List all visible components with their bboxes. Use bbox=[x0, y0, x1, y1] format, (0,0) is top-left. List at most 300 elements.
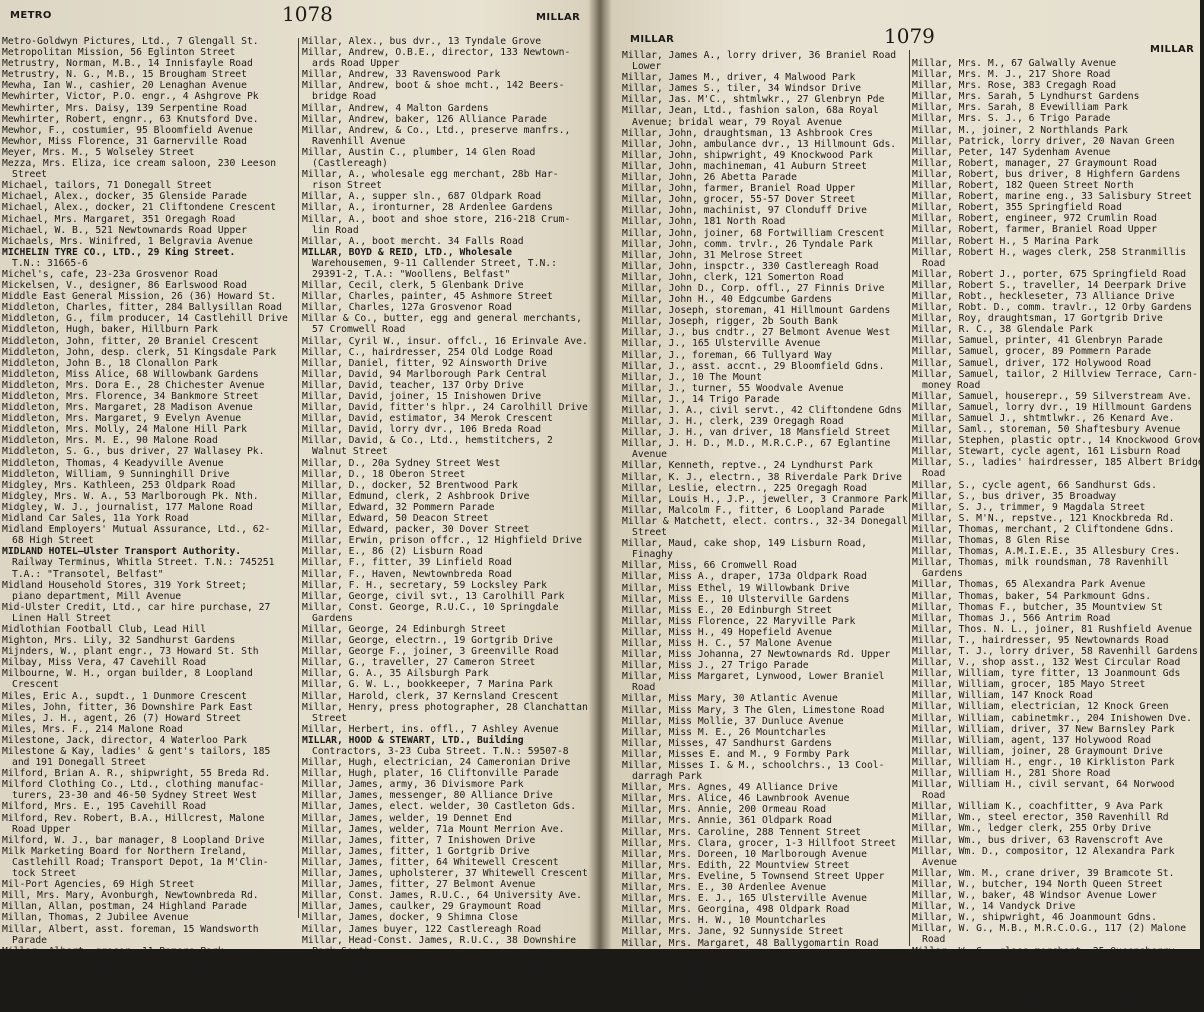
directory-entry: Millar, James, lorry driver, 6 Innisfayle Pass bbox=[302, 956, 571, 968]
directory-entry: Linen Hall Street bbox=[12, 612, 112, 624]
directory-entry: MIDLAND HOTEL—Ulster Transport Authority. bbox=[2, 546, 242, 558]
directory-entry: Middleton, S. G., bus driver, 27 Wallasey Pk. bbox=[2, 446, 265, 458]
directory-entry: Millar, Mrs. M. J., 217 Shore Road bbox=[912, 69, 1111, 81]
directory-entry: Millar, George F., joiner, 3 Greenville Road bbox=[302, 646, 559, 658]
directory-entry: Street bbox=[632, 527, 667, 539]
directory-entry: Metrustry, N. G., M.B., 15 Brougham Street bbox=[2, 69, 247, 81]
directory-entry: Gardens bbox=[312, 612, 353, 624]
directory-entry: Millar, Robert J., porter, 675 Springfield Road bbox=[912, 268, 1187, 280]
directory-entry: Parade bbox=[12, 934, 47, 946]
directory-entry: MICHELIN TYRE CO., LTD., 29 King Street. bbox=[2, 246, 236, 258]
directory-entry: Road bbox=[922, 468, 946, 480]
directory-entry: (Castlereagh) bbox=[312, 158, 388, 170]
directory-entry: Millar, Robert, manager, 27 Graymount Road bbox=[912, 157, 1157, 169]
directory-entry: Millar, Saml., storeman, 50 Shaftesbury Avenue bbox=[912, 424, 1181, 436]
directory-entry: Millan, Allan, postman, 24 Highland Parade bbox=[2, 901, 247, 913]
directory-entry: Metropolitan Mission, 56 Eglinton Street bbox=[2, 47, 236, 59]
directory-entry: Millar, Cyril W., insur. offcl., 16 Erinvale Ave. bbox=[302, 335, 588, 347]
directory-entry: Millar, Andrew, baker, 126 Alliance Parade bbox=[302, 113, 547, 125]
directory-entry: Millar, John, comm. trvlr., 26 Tyndale Park bbox=[622, 238, 873, 250]
directory-entry: Millar, William H., civil servant, 64 Norwood bbox=[912, 779, 1175, 791]
directory-entry: Middleton, Charles, fitter, 284 Ballysillan Road bbox=[2, 302, 282, 314]
directory-entry: Millar, Andrew, & Co., Ltd., preserve manfrs., bbox=[302, 124, 571, 136]
directory-entry: Millar, Andrew, O.B.E., director, 133 Newtown- bbox=[302, 47, 571, 59]
directory-entry: Millar, Erwin, prison offcr., 12 Highfield Drive bbox=[302, 535, 582, 547]
directory-entry: Millar, Mrs. May, 46 Wyndham Street bbox=[622, 992, 827, 1004]
directory-entry: Connsbrook Avenue bbox=[12, 978, 112, 990]
running-head-right: MILLAR bbox=[536, 12, 581, 23]
directory-entry: Millar, Samuel, driver, 172 Holywood Road bbox=[912, 357, 1152, 369]
directory-entry: Millar, Wm., steel erector, 350 Ravenhill Rd bbox=[912, 812, 1169, 824]
directory-entry: Milestone & Kay, ladies' & gent's tailors, 185 bbox=[2, 746, 271, 757]
directory-entry: Millar, Andrew, boot & shoe mcht., 142 Beers- bbox=[302, 80, 565, 92]
directory-entry: Millar, William, 147 Knock Road bbox=[912, 690, 1093, 702]
directory-entry: Park bbox=[922, 956, 946, 968]
directory-entry: Millar, John D., Corp. offl., 27 Finnis Drive bbox=[622, 282, 885, 294]
directory-entry: Millar, Mrs. Annie, 200 Ormeau Road bbox=[622, 804, 827, 816]
directory-entry: Meyer, Mrs. M., 5 Wolseley Street bbox=[2, 146, 195, 158]
directory-entry: Railway Terminus, Whitla Street. T.N.: 745251 bbox=[12, 557, 275, 569]
directory-entry: Mezza, Mrs. Eliza, ice cream saloon, 230 Leeson bbox=[2, 158, 277, 170]
directory-entry: Millar, J. H., clerk, 239 Oregagh Road bbox=[622, 416, 844, 428]
directory-entry: Street bbox=[12, 169, 47, 181]
directory-entry: Michael, Alex., docker, 35 Glenside Parade bbox=[2, 191, 247, 203]
directory-entry: Gardens bbox=[922, 568, 963, 580]
directory-entry: Millar, D., docker, 52 Brentwood Park bbox=[302, 479, 518, 491]
directory-entry: Millar, S., bus driver, 35 Broadway bbox=[912, 490, 1117, 502]
directory-entry: Middleton, Mrs. Margaret, 9 Evelyn Avenue bbox=[2, 413, 242, 425]
directory-entry: Millar, Wm. M., crane driver, 39 Bramcote St. bbox=[912, 867, 1175, 879]
directory-entry: Castlehill Road; Transport Depot, 1a M'Clin- bbox=[12, 856, 269, 868]
directory-entry: Millar, Miss Ethel, 19 Willowbank Drive bbox=[622, 582, 850, 594]
directory-entry: Middleton, Mrs. M. E., 90 Malone Road bbox=[2, 435, 218, 447]
directory-entry: Millar, James, upholsterer, 37 Whitewell Crescent bbox=[302, 868, 588, 880]
directory-entry: Millar, Thomas, 8 Glen Rise bbox=[912, 535, 1070, 547]
directory-entry: T.A.: "Transotel, Belfast" bbox=[12, 568, 164, 580]
directory-entry: Millar, Thomas, merchant, 2 Cliftondene Gdns. bbox=[912, 523, 1175, 535]
directory-entry: Millar, Harold, clerk, 37 Kernsland Crescent bbox=[302, 690, 559, 702]
directory-entry: Millar, Mrs. S. J., 6 Trigo Parade bbox=[912, 113, 1111, 125]
directory-entry: Midgley, W. J., journalist, 177 Malone Road bbox=[2, 501, 253, 513]
directory-entry: Road bbox=[922, 790, 946, 802]
directory-entry: Millar, Samuel, tailor, 2 Hillview Terrace, Carn- bbox=[912, 368, 1198, 380]
left-column-2 bbox=[302, 36, 594, 990]
directory-entry: Millar, James, welder, 19 Dennet End bbox=[302, 812, 512, 824]
directory-entry: Millar, David, & Co., Ltd., hemstitchers, 2 bbox=[302, 435, 553, 447]
directory-entry: Millar, James, fitter, 1 Gortgrib Drive bbox=[302, 845, 530, 857]
directory-entry: Millar, Samuel, grocer, 89 Pommern Parade bbox=[912, 346, 1152, 358]
directory-entry: Millar, G. A., 35 Ailsburgh Park bbox=[302, 668, 489, 680]
directory-entry: Millar, D., 18 Oberon Street bbox=[302, 468, 466, 480]
directory-entry: Millar, J., asst. accnt., 29 Bloomfield Gdns. bbox=[622, 360, 885, 372]
directory-entry: Millar, Mrs. Caroline, 288 Tennent Street bbox=[622, 826, 862, 838]
directory-entry: Millar, Mrs. Jane, 92 Sunnyside Street bbox=[622, 926, 844, 938]
directory-entry: Millar, J., 14 Trigo Parade bbox=[622, 393, 780, 405]
directory-entry: Millar, Miss J., 27 Trigo Parade bbox=[622, 660, 809, 672]
directory-entry: 55a Sunnyside Street bbox=[922, 978, 1039, 990]
directory-entry: Millar, William, electrician, 12 Knock Green bbox=[912, 701, 1169, 713]
directory-entry: Milestone, Jack, director, 4 Waterloo Park bbox=[2, 734, 247, 746]
directory-entry: Milford, Rev. Robert, B.A., Hillcrest, Malone bbox=[2, 812, 265, 824]
directory-entry: Millar, Samuel, lorry dvr., 19 Hillmount Gardens bbox=[912, 401, 1192, 413]
directory-entry: Mid-Ulster Credit, Ltd., car hire purchase, 27 bbox=[2, 601, 271, 613]
directory-entry: Millar & Co., butter, egg and general merchants, bbox=[302, 313, 582, 325]
directory-entry: Millar, Const. James, R.U.C., 64 University Ave. bbox=[302, 890, 582, 902]
directory-entry: Mewhor, Miss Florence, 31 Garnerville Road bbox=[2, 135, 247, 147]
directory-entry: Millar, Robert, bus driver, 8 Highfern Gardens bbox=[912, 168, 1181, 180]
directory-entry: Middleton, John, desp. clerk, 51 Kingsdale Park bbox=[2, 346, 277, 358]
directory-entry: tock Street bbox=[12, 868, 77, 880]
directory-entry: Millar, F., fitter, 39 Linfield Road bbox=[302, 557, 512, 569]
directory-entry: ards Road Upper bbox=[312, 58, 400, 70]
directory-entry: Millar, Mrs. M., 67 Galwally Avenue bbox=[912, 58, 1117, 69]
directory-entry: Millar, A., ironturner, 28 Ardenlee Gardens bbox=[302, 202, 553, 214]
directory-entry: Midland Car Sales, 11a York Road bbox=[2, 513, 189, 525]
right-page bbox=[604, 0, 1204, 1012]
directory-entry: Middleton, John, fitter, 20 Braniel Crescent bbox=[2, 335, 259, 347]
directory-entry: Millar, William H., 281 Shore Road bbox=[912, 768, 1111, 779]
directory-entry: Millar, James, army, 36 Divismore Park bbox=[302, 779, 524, 791]
directory-entry: Millar, James, elect. welder, 30 Castleton Gds. bbox=[302, 801, 577, 813]
directory-entry: Millar, Albert, asst. foreman, 15 Wandsworth bbox=[2, 923, 259, 935]
directory-entry: Mill, Mrs. Mary, Avonburgh, Newtownbreda Rd. bbox=[2, 890, 259, 902]
directory-entry: Millar, Henry, press photographer, 28 Clanchattan bbox=[302, 701, 588, 713]
directory-entry: Millar, David, joiner, 15 Inishowen Drive bbox=[302, 391, 542, 402]
directory-entry: Millar, James M., driver, 4 Malwood Park bbox=[622, 72, 856, 84]
directory-entry: Millar, Miss, 66 Cromwell Road bbox=[622, 560, 797, 572]
directory-entry: Millar, A., boot mercht. 34 Falls Road bbox=[302, 235, 524, 247]
directory-entry: Millar, Mrs. Georgina, 498 Oldpark Road bbox=[622, 904, 850, 916]
directory-entry: Millar, Mrs. Rose, 383 Cregagh Road bbox=[912, 80, 1117, 92]
left-column-1 bbox=[2, 36, 294, 990]
directory-entry: Road bbox=[922, 257, 946, 269]
directory-entry: Middleton, William, 9 Sunninghill Drive bbox=[2, 468, 230, 480]
directory-entry: Millar, John H., 40 Edgcumbe Gardens bbox=[622, 294, 832, 306]
directory-entry: Millar, John, 181 North Road bbox=[622, 216, 786, 228]
directory-entry: MILLAR, BOYD & REID, LTD., Wholesale bbox=[302, 246, 512, 258]
directory-entry: Millar, T., hairdresser, 95 Newtownards Road bbox=[912, 634, 1169, 646]
directory-entry: piano department, Mill Avenue bbox=[12, 590, 182, 602]
directory-entry: rison Street bbox=[312, 180, 382, 192]
directory-entry: Millar, Robert, engineer, 972 Crumlin Road bbox=[912, 213, 1157, 225]
directory-entry: Millar, Mrs. Margaret, 2 Parkend Street bbox=[622, 959, 850, 971]
directory-entry: Millar, Edmund, clerk, 2 Ashbrook Drive bbox=[302, 490, 530, 502]
directory-entry: Millar, John, grocer, 55-57 Dover Street bbox=[622, 194, 856, 206]
directory-entry: Millar, Robert, marine eng., 33 Salisbury Street bbox=[912, 191, 1192, 203]
directory-entry: 68 High Street bbox=[12, 535, 94, 547]
directory-entry: Millar, Miss A., draper, 173a Oldpark Road bbox=[622, 571, 867, 583]
directory-entry: Millar, Maud, cake shop, 149 Lisburn Road, bbox=[622, 538, 867, 550]
directory-entry: Millar, Mrs. Sarah, 5 Lyndhurst Gardens bbox=[912, 91, 1140, 103]
directory-entry: Warehousemen, 9-11 Callender Street, T.N.: bbox=[312, 257, 557, 269]
directory-entry: Millar, Miss Mollie, 37 Dunluce Avenue bbox=[622, 715, 844, 727]
directory-entry: Millar, J., 10 The Mount bbox=[622, 371, 762, 383]
directory-entry: Millar, William K., coachfitter, 9 Ava Park bbox=[912, 801, 1163, 813]
directory-entry: Middleton, Mrs. Molly, 24 Malone Hill Park bbox=[2, 424, 247, 436]
directory-entry: Millar, Leslie, electrn., 225 Oregagh Road bbox=[622, 482, 867, 494]
directory-entry: Millar, Herbert, ins. offl., 7 Ashley Avenue bbox=[302, 723, 559, 735]
directory-entry: Mewha, Ian W., cashier, 20 Lenaghan Avenue bbox=[2, 80, 247, 92]
directory-entry: Midgley, Mrs. Kathleen, 253 Oldpark Road bbox=[2, 479, 236, 491]
directory-entry: Avenue bbox=[922, 856, 957, 868]
directory-entry: Millar, Mrs. Margaret, 48 Ballygomartin Road bbox=[622, 937, 879, 949]
directory-entry: Millar, Samuel J., shtmtlwkr., 26 Kenard Ave. bbox=[912, 413, 1175, 424]
directory-entry: Millar, S. M'N., repstve., 121 Knockbreda Rd. bbox=[912, 512, 1175, 524]
directory-entry: Millar, Alex., bus dvr., 13 Tyndale Grove bbox=[302, 36, 542, 47]
directory-entry: Millar, James A., lorry driver, 36 Braniel Road bbox=[622, 50, 897, 61]
directory-entry: Millar, Mrs. Clara, grocer, 1-3 Hillfoot Street bbox=[622, 837, 897, 849]
directory-entry: Millar, Mrs. E., 30 Ardenlee Avenue bbox=[622, 882, 827, 894]
directory-entry: Millar, Miss Mary, 30 Atlantic Avenue bbox=[622, 693, 838, 705]
directory-entry: Mighton, Mrs. Lily, 32 Sandhurst Gardens bbox=[2, 635, 236, 647]
directory-entry: Millar, Jas. M'C., shtmlwkr., 27 Glenbryn Pde bbox=[622, 94, 885, 106]
directory-entry: Mijnders, W., plant engr., 73 Howard St. Sth bbox=[2, 646, 259, 658]
directory-entry: Millar, J., 165 Ulsterville Avenue bbox=[622, 338, 821, 350]
directory-entry: Millar, Miss Florence, 22 Maryville Park bbox=[622, 615, 856, 627]
directory-entry: Millar, Louis H., J.P., jeweller, 3 Cranmore Park bbox=[622, 493, 908, 505]
directory-entry: and 191 Donegall Street bbox=[12, 757, 147, 769]
directory-entry: Millar, James S., tiler, 34 Windsor Drive bbox=[622, 83, 862, 95]
directory-entry: Millar, A., supper sln., 687 Oldpark Road bbox=[302, 191, 542, 203]
directory-entry: Millar, James, messenger, 80 Alliance Drive bbox=[302, 790, 553, 802]
running-head-left: MILLAR bbox=[630, 34, 675, 45]
directory-entry: Millar, Wm. D., compositor, 12 Alexandra Park bbox=[912, 845, 1175, 857]
directory-entry: Millar, G. W. L., bookkeeper, 7 Marina Park bbox=[302, 679, 553, 691]
directory-entry: Lower bbox=[632, 61, 662, 73]
directory-entry: Mewhor, F., costumier, 95 Bloomfield Avenue bbox=[2, 124, 253, 136]
directory-entry: Millar, Mrs. Eveline, 5 Townsend Street Upper bbox=[622, 870, 885, 882]
directory-entry: Millan, Thomas, 2 Jubilee Avenue bbox=[2, 912, 189, 924]
directory-entry: Road bbox=[312, 978, 336, 990]
directory-entry: Millar, Robert, 355 Springfield Road bbox=[912, 202, 1122, 214]
directory-entry: Millar, Andrew, 4 Malton Gardens bbox=[302, 102, 489, 114]
running-head-right: MILLAR bbox=[1150, 44, 1195, 55]
directory-entry: Millar, Cecil, clerk, 5 Glenbank Drive bbox=[302, 280, 524, 292]
directory-entry: Millar, Wm., bus driver, 63 Ravenscroft Ave bbox=[912, 834, 1163, 846]
directory-entry: Millar, Thos. N. L., joiner, 81 Rushfield Avenue bbox=[912, 623, 1192, 635]
directory-entry: Millar, John, clerk, 121 Somerton Road bbox=[622, 271, 844, 283]
directory-entry: Millar, Head-Const. James, R.U.C., 38 Downshire bbox=[302, 934, 577, 946]
directory-entry: Millar, D., 20a Sydney Street West bbox=[302, 457, 501, 469]
directory-entry: Millar, Misses, 47 Sandhurst Gardens bbox=[622, 737, 832, 749]
directory-entry: Millar, John, inspctr., 330 Castlereagh Road bbox=[622, 260, 879, 272]
directory-entry: Millar, James A., foreman, 150 West Circular bbox=[302, 967, 559, 979]
directory-entry: Mewhirter, Victor, P.O. engr., 4 Ashgrove Pk bbox=[2, 91, 259, 103]
directory-entry: Midgley, Mrs. W. A., 53 Marlborough Pk. Nth. bbox=[2, 490, 259, 502]
directory-entry: Millar, M., joiner, 2 Northlands Park bbox=[912, 124, 1128, 136]
directory-entry: Millar, J., foreman, 66 Tullyard Way bbox=[622, 349, 832, 361]
directory-entry: Milford Clothing Co., Ltd., clothing manufac- bbox=[2, 779, 265, 791]
directory-entry: turers, 23-30 and 46-50 Sydney Street West bbox=[12, 790, 257, 802]
directory-entry: Crescent bbox=[12, 679, 59, 691]
directory-entry: Millar, Mrs. May, 69 Locksley Park bbox=[622, 981, 821, 993]
left-page bbox=[0, 0, 596, 990]
page-number: 1078 bbox=[282, 2, 333, 26]
directory-entry: Miles, Mrs. F., 214 Malone Road bbox=[2, 723, 183, 735]
directory-entry: Millar, A., wholesale egg merchant, 28b Har- bbox=[302, 169, 559, 181]
directory-entry: Millar, John, machinist, 97 Clonduff Drive bbox=[622, 205, 867, 217]
directory-entry: Mil-Port Agencies, 69 High Street bbox=[2, 879, 195, 891]
directory-entry: darragh Park bbox=[632, 771, 702, 783]
directory-entry: Millar, Mrs. Doreen, 10 Marlborough Avenue bbox=[622, 848, 867, 860]
directory-entry: Millar, E., 86 (2) Lisburn Road bbox=[302, 546, 483, 558]
directory-entry: Milford, Mrs. E., 195 Cavehill Road bbox=[2, 801, 207, 813]
directory-entry: Millar, Thomas F., butcher, 35 Mountview St bbox=[912, 601, 1163, 613]
directory-entry: Middleton, Hugh, baker, Hillburn Park bbox=[2, 324, 218, 336]
directory-entry: Millar, John, joiner, 68 Fortwilliam Crescent bbox=[622, 227, 885, 239]
directory-entry: Millar, W. G., glass merchant, 25 Queensberry bbox=[912, 945, 1175, 957]
directory-entry: Millar, James, fitter, 27 Belmont Avenue bbox=[302, 879, 536, 891]
directory-entry: T.N.: 31665-6 bbox=[12, 257, 88, 269]
directory-entry: Millar, James, fitter, 7 Inishowen Drive bbox=[302, 834, 536, 846]
directory-entry: Millar, John, farmer, Braniel Road Upper bbox=[622, 183, 856, 195]
directory-entry: Millar, Robt., heckleseter, 73 Alliance Drive bbox=[912, 290, 1175, 302]
directory-entry: Millar, Misses I. & M., schoolchrs., 13 Cool- bbox=[622, 760, 885, 771]
directory-entry: Millar, George, electrn., 19 Gortgrib Drive bbox=[302, 635, 553, 647]
directory-entry: Millar, John, ambulance dvr., 13 Hillmount Gds. bbox=[622, 138, 897, 150]
directory-entry: Millar, Miss H. C., 57 Malone Avenue bbox=[622, 637, 832, 649]
directory-entry: 29391-2, T.A.: "Woollens, Belfast" bbox=[312, 268, 511, 280]
directory-entry: Millar, Thomas, A.M.I.E.E., 35 Allesbury Cres. bbox=[912, 546, 1181, 558]
directory-entry: Street bbox=[312, 712, 347, 724]
directory-entry: Millar, C., hairdresser, 254 Old Lodge Road bbox=[302, 346, 553, 358]
directory-entry: Millar, Miss H., 49 Hopefield Avenue bbox=[622, 626, 832, 638]
directory-entry: Middle East General Mission, 26 (36) Howard St. bbox=[2, 291, 277, 303]
directory-entry: Miles, John, fitter, 36 Downshire Park East bbox=[2, 701, 253, 713]
directory-entry: Millar, Charles, 127a Grosvenor Road bbox=[302, 302, 512, 314]
directory-entry: Millar, Const. George, R.U.C., 10 Springdale bbox=[302, 601, 559, 613]
directory-entry: Mewhirter, Mrs. Daisy, 139 Serpentine Road bbox=[2, 102, 247, 114]
directory-entry: Millar, Mrs. May, 11b Bannagh Corner bbox=[622, 970, 832, 982]
directory-entry: Michael, tailors, 71 Donegall Street bbox=[2, 180, 212, 192]
directory-entry: Millar, J. H. D., M.D., M.R.C.P., 67 Eglantine bbox=[622, 438, 891, 450]
directory-entry: Middleton, Mrs. Dora E., 28 Chichester Avenue bbox=[2, 379, 265, 391]
directory-entry: Millar, James, welder, 71a Mount Merrion Ave. bbox=[302, 823, 565, 835]
directory-entry: Middleton, Thomas, 4 Keadyville Avenue bbox=[2, 457, 224, 469]
directory-entry: Millar, Misses E. and M., 9 Formby Park bbox=[622, 748, 850, 760]
directory-entry: Millar, F. H., secretary, 59 Locksley Park bbox=[302, 579, 547, 591]
directory-entry: Millar, John, 26 Abetta Parade bbox=[622, 172, 797, 184]
directory-entry: Millar, Daniel, fitter, 92 Ainsworth Drive bbox=[302, 357, 547, 369]
directory-entry: Walnut Street bbox=[312, 446, 388, 458]
directory-entry: Millar, Robt. D., comm. travlr., 12 Orby Gardens bbox=[912, 302, 1192, 314]
directory-entry: Millar, W. I., traveller, 91 Knock Eden Park bbox=[912, 989, 1169, 1001]
directory-entry: Michael, W. B., 521 Newtownards Road Upper bbox=[2, 224, 247, 236]
directory-entry: 57 Cromwell Road bbox=[312, 324, 406, 336]
directory-entry: Millar, James, docker, 9 Shimna Close bbox=[302, 912, 518, 924]
directory-entry: Millar, Thomas J., 566 Antrim Road bbox=[912, 612, 1111, 624]
directory-entry: Millar, Edward, 32 Pommern Parade bbox=[302, 501, 495, 513]
directory-entry: Millar, Mrs. E. J., 165 Ulsterville Avenue bbox=[622, 893, 867, 905]
directory-entry: Millar, V., shop asst., 132 West Circular Road bbox=[912, 657, 1181, 669]
directory-entry: Millar, Joseph, storeman, 41 Hillmount Gardens bbox=[622, 305, 891, 317]
directory-entry: Metro-Goldwyn Pictures, Ltd., 7 Glengall St. bbox=[2, 36, 259, 47]
directory-entry: Millar, George, 24 Edinburgh Street bbox=[302, 623, 507, 635]
directory-entry: Millar, Miss M. E., 26 Mountcharles bbox=[622, 726, 827, 738]
directory-entry: Miles, J. H., agent, 26 (7) Howard Street bbox=[2, 712, 242, 724]
directory-entry: Millar, W., butcher, 194 North Queen Street bbox=[912, 878, 1163, 890]
directory-entry: Millar, William, grocer, 185 Mayo Street bbox=[912, 679, 1146, 691]
directory-entry: Millar, A., boot and shoe store, 216-218 Crum- bbox=[302, 213, 571, 225]
directory-entry: Contractors, 3-23 Cuba Street. T.N.: 59507-8 bbox=[312, 746, 569, 757]
directory-entry: Millar, Samuel, houserepr., 59 Silverstream Ave. bbox=[912, 390, 1192, 402]
directory-entry: Millar, Hugh, electrician, 24 Cameronian Drive bbox=[302, 757, 571, 769]
directory-entry: Milbourne, W. H., organ builder, 8 Loopland bbox=[2, 668, 253, 680]
directory-entry: Millar, Jean, Ltd., fashion salon, 68a Royal bbox=[622, 105, 879, 117]
directory-entry: Millar, Patrick, lorry driver, 20 Navan Green bbox=[912, 135, 1175, 147]
directory-entry: Millar, Mrs. H. W., 10 Mountcharles bbox=[622, 915, 827, 927]
directory-entry: Millar, Miss Margaret, Lynwood, Lower Braniel bbox=[622, 671, 885, 683]
directory-entry: Millar, Charles, painter, 45 Ashmore Street bbox=[302, 291, 553, 303]
directory-entry: Road bbox=[632, 682, 656, 694]
directory-entry: Millar, Edward, 50 Deacon Street bbox=[302, 513, 489, 525]
directory-entry: Millar, John, machineman, 41 Auburn Street bbox=[622, 160, 867, 172]
page-number: 1079 bbox=[884, 24, 935, 48]
directory-entry: Miles, Eric A., supdt., 1 Dunmore Crescent bbox=[2, 690, 247, 702]
directory-entry: Millar, Miss E., 20 Edinburgh Street bbox=[622, 604, 832, 616]
directory-entry: Millar, Thomas, baker, 54 Parkmount Gdns. bbox=[912, 590, 1152, 602]
directory-entry: Millar, S., ladies' hairdresser, 185 Albert Bridge bbox=[912, 457, 1204, 469]
directory-entry: Millar, K. J., electrn., 38 Riverdale Park Drive bbox=[622, 471, 902, 483]
column-rule bbox=[909, 50, 910, 946]
directory-entry: Park South bbox=[312, 945, 371, 957]
directory-entry: Millar, W. G., M.B., M.R.C.O.G., 117 (2) Malone bbox=[912, 923, 1187, 935]
directory-entry: Millar, Robert S., traveller, 14 Deerpark Drive bbox=[912, 279, 1187, 291]
directory-entry: Millar, Miss Mary, 3 The Glen, Limestone Road bbox=[622, 704, 885, 716]
directory-entry: Millar, George, civil svt., 13 Carolhill Park bbox=[302, 590, 565, 602]
directory-entry: Milford, Brian A. R., shipwright, 55 Breda Rd. bbox=[2, 768, 271, 780]
directory-entry: Millar, Mrs. Sarah, 8 Evewilliam Park bbox=[912, 102, 1128, 114]
directory-entry: Millar, David, fitter's hlpr., 24 Carolhill Drive bbox=[302, 402, 588, 414]
directory-entry: Millar, J., turner, 55 Woodvale Avenue bbox=[622, 382, 844, 394]
directory-entry: Road Upper bbox=[12, 823, 71, 835]
directory-entry: Millar, Peter, 147 Sydenham Avenue bbox=[912, 146, 1111, 158]
directory-entry: Millar, Robert, 182 Queen Street North bbox=[912, 180, 1134, 192]
directory-entry: Millar, Albert, joiner, 81 Mount Merrion Avenue bbox=[2, 956, 277, 968]
directory-entry: Middleton, G., film producer, 14 Castlehill Drive bbox=[2, 313, 288, 325]
directory-entry: Millar, Miss E., 10 Ulsterville Gardens bbox=[622, 593, 850, 605]
directory-entry: Millar, Mrs. Annie, 361 Oldpark Road bbox=[622, 815, 832, 827]
directory-entry: Millar, Andrew, 33 Ravenswood Park bbox=[302, 69, 501, 81]
directory-entry: Millar, Stewart, cycle agent, 161 Lisburn Road bbox=[912, 446, 1181, 458]
directory-entry: Midlothian Football Club, Lead Hill bbox=[2, 623, 207, 635]
directory-entry: Millar, Robert H., wages clerk, 258 Stranmillis bbox=[912, 246, 1187, 258]
directory-entry: Millar, Mrs. Margaret, 47 Glencairn Street bbox=[622, 948, 867, 960]
directory-entry: Midland Employers' Mutual Assurance, Ltd., 62- bbox=[2, 524, 271, 536]
directory-entry: Millar, James, caulker, 29 Graymount Road bbox=[302, 901, 542, 913]
directory-entry: Millar, William H., engr., 10 Kirkliston Park bbox=[912, 756, 1175, 768]
directory-entry: Millar, J. H., van driver, 18 Mansfield Street bbox=[622, 427, 891, 439]
directory-entry: money Road bbox=[922, 379, 981, 391]
directory-entry: Millar, W. G., & Son, paint and glass merchts., bbox=[912, 967, 1187, 979]
directory-entry: Millar, James, fitter, 64 Whitewell Crescent bbox=[302, 856, 559, 868]
directory-entry: Midland Household Stores, 319 York Street; bbox=[2, 579, 247, 591]
directory-entry: Millar, David, 94 Marlborough Park Central bbox=[302, 368, 547, 380]
directory-entry: Millar & Matchett, elect. contrs., 32-34 Donegall bbox=[622, 515, 908, 527]
directory-entry: Millar, Mrs. Edith, 22 Mountview Street bbox=[622, 859, 850, 871]
directory-entry: Millar, W., shipwright, 46 Joanmount Gdns. bbox=[912, 912, 1157, 924]
directory-entry: Road bbox=[922, 934, 946, 946]
directory-entry: Milk Marketing Board for Northern Ireland, bbox=[2, 845, 247, 857]
directory-entry: Ravenhill Avenue bbox=[312, 135, 406, 147]
directory-entry: Millar, William, tyre fitter, 13 Joanmount Gds bbox=[912, 668, 1181, 680]
directory-entry: Millar, S., cycle agent, 66 Sandhurst Gds. bbox=[912, 479, 1157, 491]
directory-entry: Michel's, cafe, 23-23a Grosvenor Road bbox=[2, 268, 218, 280]
directory-entry: Metrustry, Norman, M.B., 14 Innisfayle Road bbox=[2, 58, 253, 70]
directory-entry: Michael, Mrs. Margaret, 351 Oregagh Road bbox=[2, 213, 236, 225]
directory-entry: Millar, Mrs. Alice, 46 Lawnbrook Avenue bbox=[622, 793, 850, 805]
directory-entry: MILLAR, HOOD & STEWART, LTD., Building bbox=[302, 734, 524, 746]
